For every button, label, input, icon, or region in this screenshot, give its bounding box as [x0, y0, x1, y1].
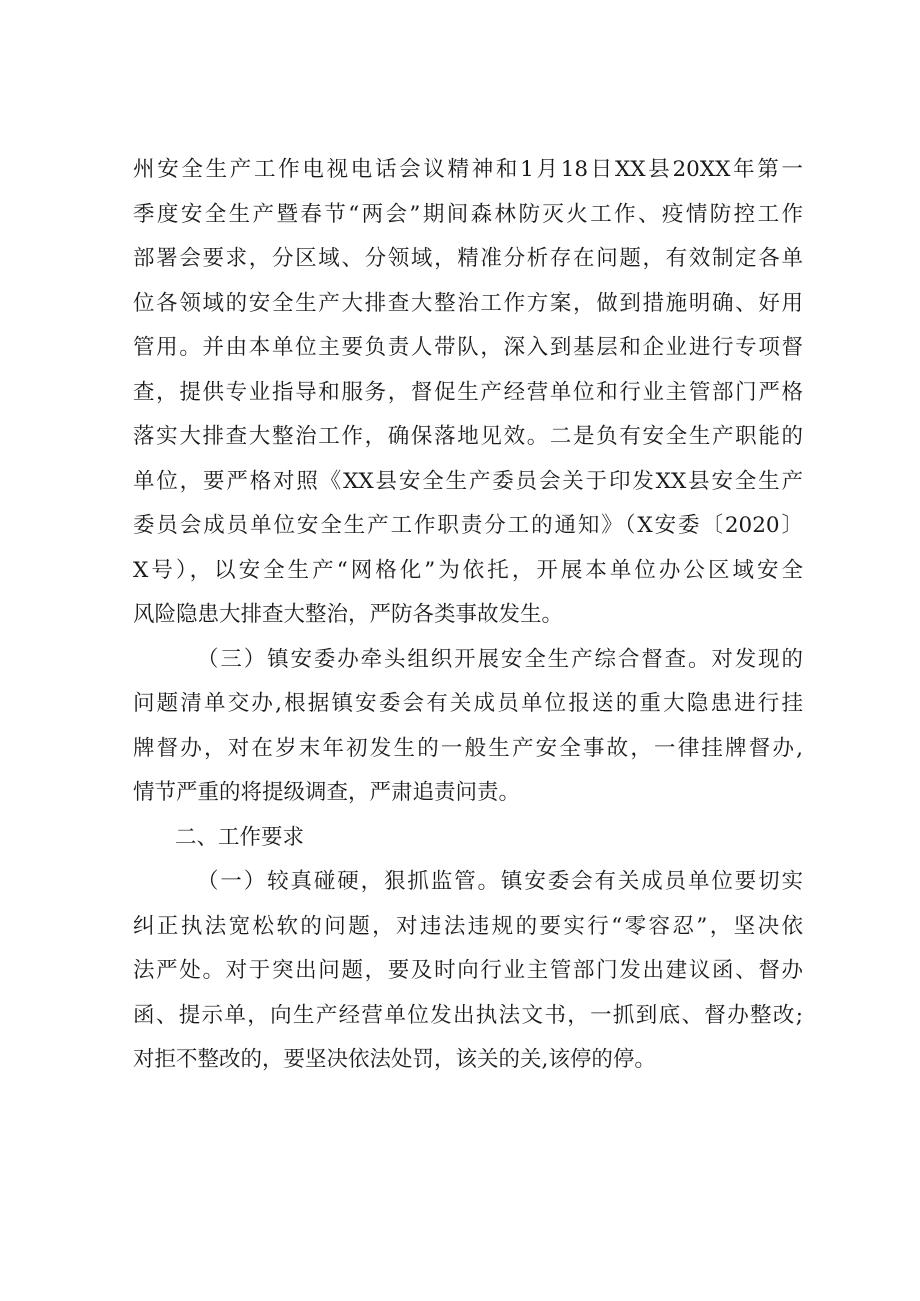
text-line: 问题清单交办,根据镇安委会有关成员单位报送的重大隐患进行挂 — [133, 691, 803, 716]
text-line: 对拒不整改的，要坚决依法处罚，该关的关,该停的停。 — [133, 1047, 656, 1072]
text-line: 情节严重的将提级调查，严肃追责问责。 — [133, 780, 521, 805]
heading-text: 二、工作要求 — [175, 824, 305, 850]
text-line: 季度安全生产暨春节“两会”期间森林防灭火工作、疫情防控工作 — [133, 201, 803, 227]
paragraph-3 — [133, 860, 803, 1083]
text-line: 州安全生产工作电视电话会议精神和1月18日XX县20XX年第一 — [133, 157, 803, 182]
text-line: 函、提示单，向生产经营单位发出执法文书，一抓到底、督办整改; — [133, 1002, 803, 1028]
text-line: 落实大排查大整治工作，确保落地见效。二是负有安全生产职能的 — [133, 424, 803, 449]
paragraph-1 — [133, 148, 803, 638]
text-line: 位各领域的安全生产大排查大整治工作方案，做到措施明确、好用 — [133, 290, 803, 316]
text-line: 纠正执法宽松软的问题，对违法违规的要实行“零容忍”，坚决依 — [133, 913, 803, 939]
text-line: 部署会要求，分区域、分领域，精准分析存在问题，有效制定各单 — [133, 246, 803, 271]
text-line: 牌督办，对在岁末年初发生的一般生产安全事故，一律挂牌督办, — [133, 735, 803, 761]
text-line: （一）较真碰硬，狠抓监管。镇安委会有关成员单位要切实 — [197, 869, 803, 894]
document-body — [133, 148, 803, 1083]
text-line: 委员会成员单位安全生产工作职责分工的通知》（X安委〔2020〕 — [133, 513, 803, 538]
text-line: 管用。并由本单位主要负责人带队，深入到基层和企业进行专项督 — [133, 335, 803, 360]
text-line: 查，提供专业指导和服务，督促生产经营单位和行业主管部门严格 — [133, 379, 803, 405]
text-line: 单位，要严格对照《XX县安全生产委员会关于印发XX县安全生产 — [133, 468, 803, 494]
text-line: 风险隐患大排查大整治，严防各类事故发生。 — [133, 602, 564, 627]
text-line: X号），以安全生产“网格化”为依托，开展本单位办公区域安全 — [133, 557, 803, 583]
paragraph-2 — [133, 638, 803, 816]
text-line: 法严处。对于突出问题，要及时向行业主管部门发出建议函、督办 — [133, 958, 803, 983]
section-heading — [133, 816, 803, 861]
text-line: （三）镇安委办牵头组织开展安全生产综合督查。对发现的 — [197, 646, 803, 672]
